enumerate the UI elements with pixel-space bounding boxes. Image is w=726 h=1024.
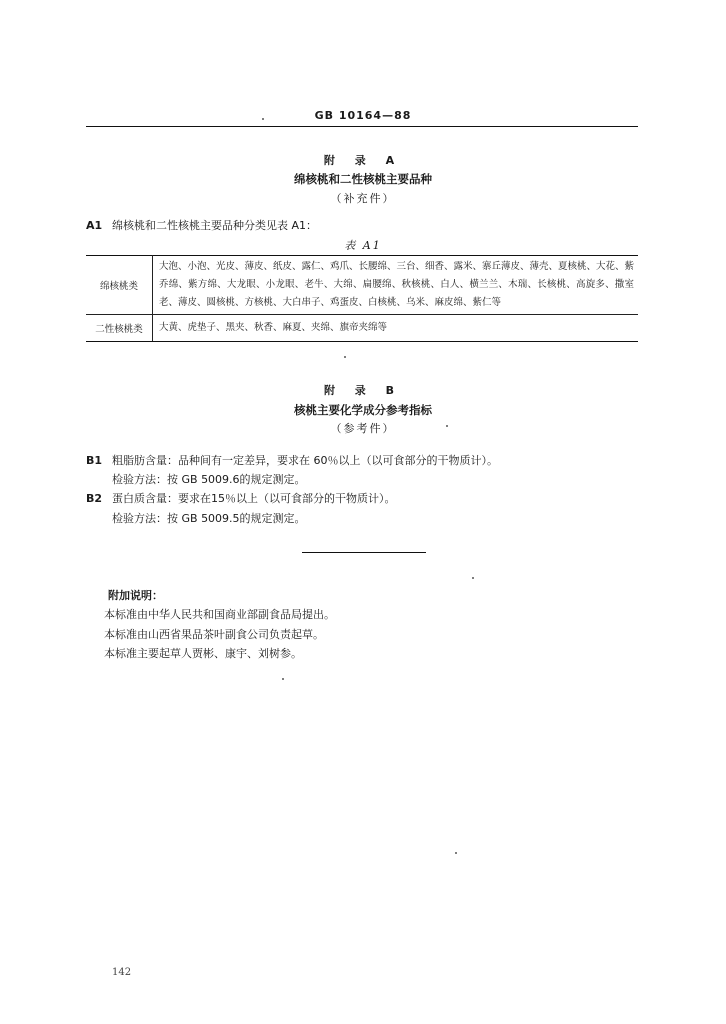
appendix-b-note: （参考件）: [330, 422, 396, 435]
table-caption: 表 A1: [344, 239, 382, 252]
additional-note-line: 本标准由中华人民共和国商业部副食品局提出。: [104, 608, 335, 621]
additional-note-line: 本标准主要起草人贾彬、康宇、刘树参。: [104, 647, 302, 660]
table-category: 绵核桃类: [86, 256, 153, 315]
scan-speck: [262, 118, 264, 120]
appendix-a-label: 附 录 A: [323, 154, 403, 167]
section-divider: [302, 552, 426, 553]
variety-table: [86, 255, 638, 342]
appendix-a-intro: [86, 217, 317, 233]
item-number: B1: [86, 454, 103, 467]
appendix-a-note: （补充件）: [330, 192, 396, 205]
table-varieties: 大黄、虎垫子、黑夹、秋香、麻夏、夹绵、旗帝夹绵等: [153, 315, 639, 342]
scan-speck: [472, 577, 474, 579]
additional-note-line: 本标准由山西省果品茶叶副食公司负责起草。: [104, 628, 324, 641]
scan-speck: [446, 425, 448, 427]
intro-number: A1: [86, 219, 103, 232]
table-category: 二性核桃类: [86, 315, 153, 342]
scan-speck: [344, 356, 346, 358]
additional-notes-heading: 附加说明：: [108, 589, 163, 602]
scan-speck: [282, 678, 284, 680]
item-b1: [86, 452, 498, 468]
table-varieties: 大泡、小泡、光皮、薄皮、纸皮、露仁、鸡爪、长腰绵、三台、细香、露米、寨丘薄皮、薄壳、夏核桃、大花、紫乔绵、紫方绵、大龙眼、小龙眼、老牛、大绵、扁腰绵、秋核桃、白人、横兰兰、木瑞、长核桃、高旋多、撒室老、薄皮、圆核桃、方核桃、大白串子、鸡蛋皮、白核桃、乌米、麻皮绵、紫仁等: [153, 256, 639, 315]
header-rule: [86, 126, 638, 127]
item-b1-method: 检验方法：按 GB 5009.6的规定测定。: [112, 473, 306, 486]
item-b2-method: 检验方法：按 GB 5009.5的规定测定。: [112, 512, 306, 525]
appendix-b-title: 核桃主要化学成分参考指标: [294, 403, 432, 417]
item-text: 粗脂肪含量：品种间有一定差异，要求在 60％以上（以可食部分的干物质计）。: [112, 454, 498, 467]
item-text: 蛋白质含量：要求在15％以上（以可食部分的干物质计）。: [112, 492, 396, 505]
table-row: [86, 315, 638, 342]
appendix-b-label: 附 录 B: [323, 384, 403, 397]
scan-speck: [455, 852, 457, 854]
item-b2: [86, 490, 396, 506]
table-row: [86, 256, 638, 315]
page-number: 142: [112, 967, 132, 978]
standard-number: GB 10164—88: [314, 109, 412, 122]
appendix-a-title: 绵核桃和二性核桃主要品种: [294, 172, 432, 186]
intro-text: 绵核桃和二性核桃主要品种分类见表 A1：: [112, 219, 318, 232]
item-number: B2: [86, 492, 103, 505]
